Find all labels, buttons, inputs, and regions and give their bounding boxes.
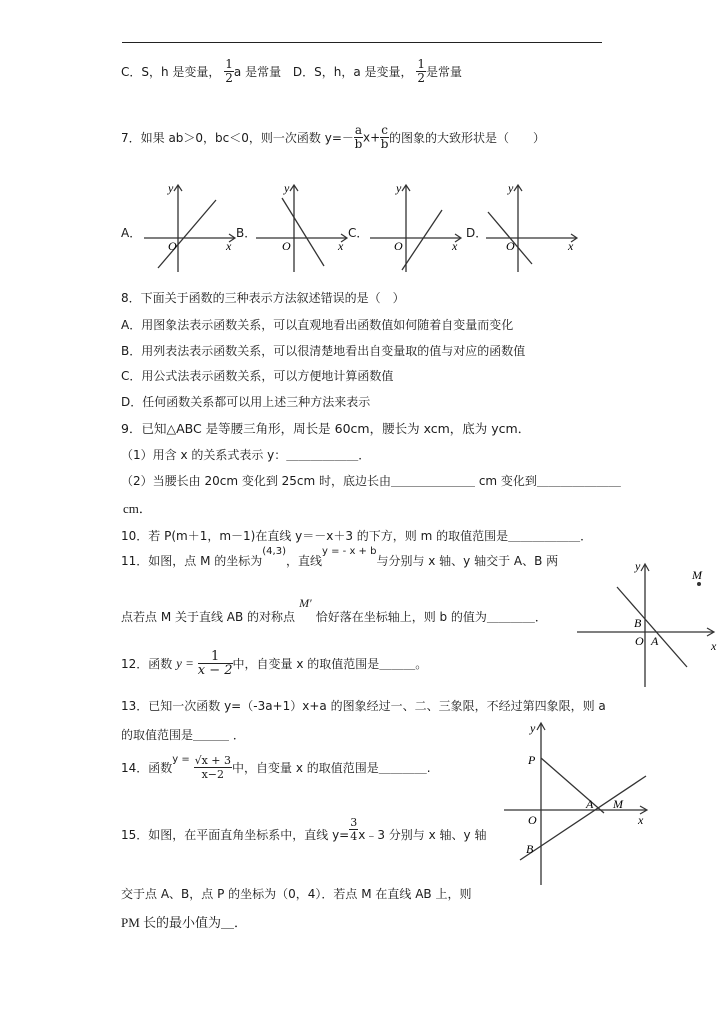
- q13-line2: 的取值范围是＿＿＿ ．: [121, 728, 245, 742]
- q8-option-b: B．用列表法表示函数关系，可以很清楚地看出自变量取的值与对应的函数值: [121, 344, 526, 358]
- q12-y: y =: [176, 655, 194, 671]
- q6-c-fraction: $\frac{1}{2}$: [225, 57, 233, 85]
- q15-fig-y: y: [530, 721, 536, 735]
- q6-options: [121, 58, 462, 98]
- q9-unit: cm．: [123, 501, 152, 516]
- header-rule: [122, 42, 602, 43]
- q15-fig-m: M: [613, 797, 623, 811]
- q7-option-d-label: D．: [466, 226, 488, 240]
- q7-a-y-label: y: [168, 181, 174, 195]
- q11-fig-a: A: [651, 634, 659, 648]
- q11-fig-b: B: [634, 616, 642, 630]
- q11-fig-y: y: [635, 559, 641, 573]
- q15-fig-b: B: [526, 842, 534, 856]
- q9-stem: 9．已知△ABC 是等腰三角形，周长是 60cm，腰长为 xcm，底为 ycm．: [121, 421, 531, 436]
- q8-stem: 8．下面关于函数的三种表示方法叙述错误的是（ ）: [121, 291, 405, 305]
- q6-d-fraction: $\frac{1}{2}$: [417, 57, 426, 85]
- q14-line: 14．函数$^{y =}$ $\frac{√x + 3}{x-2}$ 中，自变量 x 的取值范围是＿＿＿＿.: [121, 754, 431, 781]
- q15-fig-o: O: [528, 813, 537, 827]
- q7-option-b-label: B．: [236, 226, 257, 240]
- q11-coord: (4,3): [262, 546, 286, 557]
- q15-line1: 15．如图，在平面直角坐标系中，直线 y= $\frac{3}{4}$ x﹣3 分别与 x 轴、y 轴: [121, 816, 487, 843]
- q11-equation: y = - x + b: [322, 546, 377, 557]
- q7-c-origin: O: [394, 239, 403, 253]
- q7-d-x-label: x: [568, 239, 574, 253]
- q6-c-label: C．: [121, 65, 142, 79]
- q11-figure: [575, 555, 720, 690]
- q15-line2: 交于点 A、B，点 P 的坐标为（0，4）．若点 M 在直线 AB 上，则: [121, 887, 472, 901]
- q6-c-text1: S，h 是变量，: [141, 65, 221, 79]
- q7-graph-a: [140, 180, 240, 275]
- q7-c-y-label: y: [396, 181, 402, 195]
- q12-fraction: $\frac{1}{x - 2}$: [197, 649, 233, 678]
- q7-b-y-label: y: [284, 181, 290, 195]
- q15-fig-a: A: [586, 797, 594, 811]
- q8-option-a: A．用图象法表示函数关系，可以直观地看出函数值如何随着自变量而变化: [121, 318, 514, 332]
- q10-text: 10．若 P(m＋1，m－1)在直线 y＝－x＋3 的下方，则 m 的取值范围是＿＿＿＿＿＿．: [121, 529, 593, 543]
- q8-option-d: D．任何函数关系都可以用上述三种方法来表示: [121, 395, 371, 409]
- q7-option-c-label: C．: [348, 226, 369, 240]
- q11-fig-x: x: [711, 639, 717, 653]
- q6-c-text2: a 是常量: [233, 65, 282, 79]
- q13-line1: 13．已知一次函数 y=（-3a+1）x+a 的图象经过一、二、三象限，不经过第四象限，则 a: [121, 699, 606, 713]
- q9-part1: （1）用含 x 的关系式表示 y：＿＿＿＿＿＿．: [121, 448, 371, 462]
- q11-line1: 11．如图，点 M 的坐标为$^{(4,3)}$，直线$^{y = - x + b}$与分别与 x 轴、y 轴交于 A、B 两: [121, 546, 559, 568]
- q7-b-origin: O: [282, 239, 291, 253]
- q11-m-prime: M′: [299, 596, 312, 610]
- q7-graph-c: [366, 180, 466, 275]
- q6-d-label: D．: [292, 65, 315, 79]
- q15-fig-x: x: [638, 813, 644, 827]
- q15-fraction: $\frac{3}{4}$: [350, 816, 358, 843]
- q7-graph-d: [482, 180, 582, 275]
- q7-d-origin: O: [506, 239, 515, 253]
- q9-part2: （2）当腰长由 20cm 变化到 25cm 时，底边长由＿＿＿＿＿＿＿ cm 变化到＿＿＿＿＿＿＿: [121, 474, 621, 488]
- q7-a-origin: O: [168, 239, 177, 253]
- q11-fig-o: O: [635, 634, 644, 648]
- q6-d-text2: 是常量: [426, 65, 463, 79]
- q7-c-x-label: x: [452, 239, 458, 253]
- q15-figure: [500, 718, 650, 888]
- q7-fraction-c-b: $\frac{c}{b}$: [380, 123, 389, 151]
- q7-graph-b: [252, 180, 352, 275]
- q11-fig-m: M: [692, 568, 702, 582]
- q15-fig-p: P: [528, 753, 536, 767]
- q14-fraction: $\frac{√x + 3}{x-2}$: [194, 754, 232, 781]
- q7-fraction-a-b: $\frac{a}{b}$: [354, 123, 363, 151]
- q14-y: y =: [172, 754, 190, 765]
- q8-option-c: C．用公式法表示函数关系，可以方便地计算函数值: [121, 369, 394, 383]
- q7-a-x-label: x: [226, 239, 232, 253]
- q7-b-x-label: x: [338, 239, 344, 253]
- q6-d-text1: S，h，a 是变量，: [314, 65, 413, 79]
- q15-line3: PM 长的最小值为＿．: [121, 915, 248, 930]
- q7-d-y-label: y: [508, 181, 514, 195]
- q7-stem: 7．如果 ab＞0，bc＜0，则一次函数 y=－ $\frac{a}{b}$ x+ $\frac{c}{b}$ 的图象的大致形状是（ ）: [121, 123, 545, 151]
- q7-option-a-label: A．: [121, 226, 142, 240]
- q11-line2: 点若点 M 关于直线 AB 的对称点M′恰好落在坐标轴上，则 b 的值为＿＿＿＿．: [121, 596, 547, 624]
- q12-line: 12．函数 y = $\frac{1}{x - 2}$ 中，自变量 x 的取值范围是＿＿＿。: [121, 649, 428, 678]
